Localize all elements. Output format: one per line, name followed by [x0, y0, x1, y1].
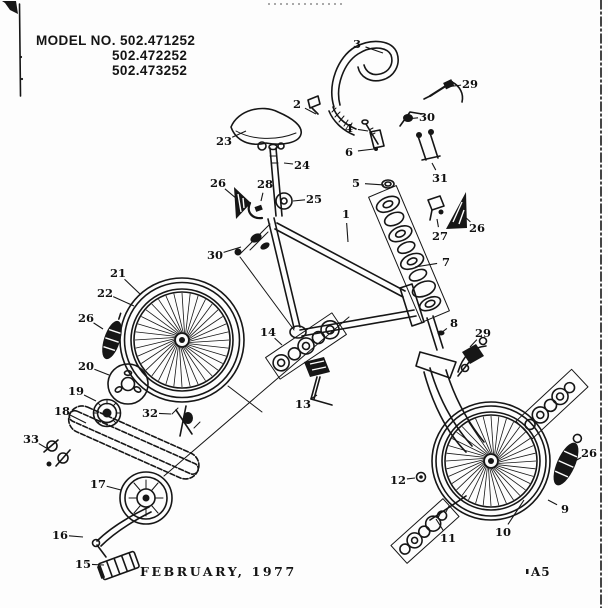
brake-lever: [424, 79, 463, 102]
front-caliper: [458, 338, 487, 377]
spoke: [496, 465, 535, 469]
spoke: [447, 453, 486, 457]
rear-axle-nuts-part: [44, 440, 70, 467]
part-number-26: 26: [77, 311, 95, 326]
spoke: [496, 427, 519, 459]
callout-leader-31: [432, 163, 436, 170]
handlebar: [329, 41, 398, 148]
spoke: [146, 310, 180, 335]
callout-leader-27: [437, 219, 438, 227]
part-number-21: 21: [109, 266, 127, 281]
part-number-9: 9: [560, 502, 570, 517]
callout-leader-15: [92, 564, 104, 565]
part-number-2: 2: [292, 97, 302, 112]
part-number-5: 5: [351, 176, 361, 191]
part-number-23: 23: [215, 134, 233, 149]
lever-bracket-part: [416, 129, 440, 160]
spoke: [462, 463, 485, 495]
spoke: [457, 432, 489, 455]
headset-bearing-stack: [369, 186, 450, 323]
model-number-3: 502.473252: [112, 63, 188, 78]
cable-clamp-part: [428, 196, 444, 220]
model-number-2: 502.472252: [112, 48, 188, 63]
part-number-18: 18: [53, 404, 71, 419]
part-number-26: 26: [580, 446, 598, 461]
part-number-22: 22: [96, 286, 114, 301]
spoke: [187, 304, 212, 338]
part-number-25: 25: [305, 192, 323, 207]
spoke: [493, 466, 525, 489]
part-number-14: 14: [259, 325, 277, 340]
chainguard-bracket-part: [172, 406, 200, 436]
callout-leader-14: [275, 338, 282, 345]
axle-hardware-strip-upper: [516, 369, 588, 438]
part-number-33: 33: [22, 432, 40, 447]
pedal: [96, 551, 139, 581]
spoke: [495, 417, 499, 456]
part-number-4: 4: [344, 121, 354, 136]
callout-leader-17: [107, 486, 121, 490]
callout-leader-25: [293, 200, 305, 201]
callout-leader-20: [94, 369, 109, 375]
callout-leader-26: [94, 323, 103, 329]
callout-leader-1: [347, 223, 348, 242]
part-number-29: 29: [474, 326, 492, 341]
part-number-31: 31: [431, 171, 449, 186]
callout-leader-16: [69, 536, 83, 537]
callout-leader-12: [407, 478, 415, 479]
model-number-1: 502.471252: [120, 33, 196, 48]
spoke: [184, 345, 218, 370]
part-number-20: 20: [77, 359, 95, 374]
part-number-6: 6: [344, 145, 354, 160]
callout-leader-24: [284, 163, 293, 164]
rear-hub-brake: [108, 364, 148, 404]
part-number-3: 3: [352, 37, 362, 52]
part-number-16: 16: [51, 528, 69, 543]
part-number-8: 8: [449, 316, 459, 331]
publication-date: FEBRUARY, 1977: [140, 564, 297, 579]
reflector-fork: [446, 192, 467, 229]
part-number-11: 11: [439, 531, 457, 546]
chainwheel: [120, 472, 172, 524]
part-number-15: 15: [74, 557, 92, 572]
saddle: [231, 108, 301, 150]
callout-leader-28: [261, 193, 263, 201]
spoke: [187, 344, 228, 349]
callout-leader-6: [358, 149, 374, 151]
spoke: [186, 294, 191, 335]
spoke: [483, 466, 487, 505]
front-axle: [417, 473, 467, 521]
spoke: [152, 342, 177, 376]
callout-leader-5: [365, 184, 384, 185]
part-number-26: 26: [209, 176, 227, 191]
axis-line-artifact: [228, 386, 262, 412]
spoke: [495, 419, 506, 457]
callout-layer: [23, 37, 597, 571]
seat-clamp-parts: [249, 193, 292, 251]
chain: [64, 402, 203, 484]
part-number-27: 27: [431, 229, 449, 244]
part-number-32: 32: [141, 406, 159, 421]
callout-leader-21: [125, 279, 140, 294]
callout-leader-19: [84, 395, 96, 401]
spoke: [476, 465, 487, 503]
front-fork: [416, 316, 484, 452]
stem-bolt: [362, 120, 378, 144]
part-number-13: 13: [294, 397, 312, 412]
part-number-10: 10: [494, 525, 512, 540]
part-number-1: 1: [341, 207, 351, 222]
callout-leader-9: [548, 500, 557, 505]
spoke: [174, 345, 179, 386]
freewheel-sprocket: [94, 400, 121, 427]
crank-arm: [93, 507, 152, 557]
part-number-24: 24: [293, 158, 311, 173]
part-number-29: 29: [461, 77, 479, 92]
part-number-28: 28: [256, 177, 274, 192]
reflector-seat: [234, 187, 251, 219]
part-number-30: 30: [206, 248, 224, 263]
model-label: MODEL NO.: [36, 33, 116, 48]
part-number-12: 12: [389, 473, 407, 488]
spoke: [449, 446, 487, 457]
bottom-bracket-strip: [266, 313, 347, 379]
page-code: A5: [531, 565, 551, 579]
spoke: [136, 332, 177, 337]
rear-wheel: [120, 278, 244, 402]
part-number-30: 30: [418, 110, 436, 125]
part-number-19: 19: [67, 384, 85, 399]
spoke: [495, 465, 533, 476]
part-number-7: 7: [441, 255, 451, 270]
callout-leader-22: [113, 297, 134, 306]
callout-leader-32: [159, 413, 171, 414]
part-number-17: 17: [89, 477, 107, 492]
callout-leader-4: [358, 129, 368, 131]
part-number-26: 26: [468, 221, 486, 236]
